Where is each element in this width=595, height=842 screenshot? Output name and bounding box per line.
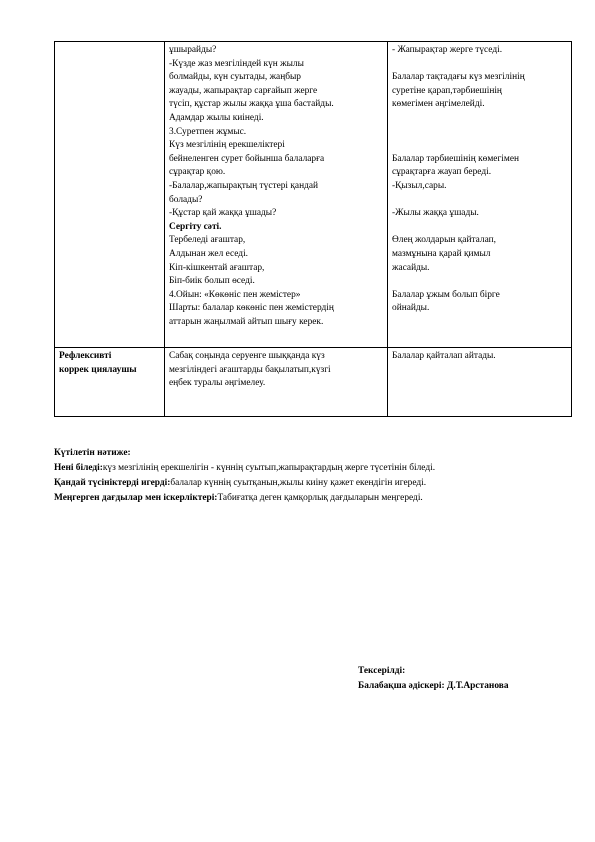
text-line: мазмұнына қарай қимыл (392, 248, 491, 259)
text-line: бейнеленген сурет бойынша балаларға (169, 153, 325, 164)
results-skills (54, 491, 584, 506)
teacher-activity-cell (165, 348, 388, 417)
text-line: -Күзде жаз мезгіліндей күн жылы (169, 58, 304, 69)
text-line: жасайды. (392, 262, 430, 273)
text-line: Сабақ соңында серуенге шыққанда күз (169, 351, 325, 361)
text-line: ойнайды. (392, 303, 430, 314)
results-label: Нені біледі: (54, 463, 103, 473)
spacer (392, 126, 567, 140)
children-activity-cell (388, 42, 572, 348)
teacher-activity-cell (165, 42, 388, 348)
lesson-plan-table (54, 41, 572, 417)
text-line: жауады, жапырақтар сарғайып жерге (169, 85, 318, 96)
section-heading: 4.Ойын: «Көкөніс пен жемістер» (169, 289, 301, 300)
text-line: түсіп, құстар жылы жаққа ұша бастайды. (169, 99, 334, 110)
poem-line: Біп-биік болып өседі. (169, 276, 255, 287)
text-line: сұрақтар қою. (169, 167, 226, 178)
text-line: Өлең жолдарын қайталап, (392, 235, 496, 246)
results-text: балалар күннің суытқанын,жылы киіну қажет екендігін игереді. (170, 478, 427, 488)
section-heading: Сергіту сәті. (169, 221, 222, 232)
results-text: Табиғатқа деген қамқорлық дағдыларын меңгереді. (217, 493, 423, 503)
spacer (392, 112, 567, 126)
text-line: суретіне қарап,тәрбиешінің (392, 85, 502, 96)
text-line: болады? (169, 194, 203, 205)
spacer (392, 139, 567, 153)
text-line: Шарты: балалар көкөніс пен жемістердің (169, 303, 334, 314)
signature-block (358, 664, 509, 694)
methodist-name: Балабақша әдіскері: Д.Т.Арстанова (358, 681, 509, 691)
text-line: еңбек туралы әңгімелеу. (169, 378, 266, 389)
stage-label-cell (55, 348, 165, 417)
text-line: Балалар тақтадағы күз мезгілінің (392, 72, 525, 83)
text-line: -Балалар,жапырақтың түстері қандай (169, 180, 319, 191)
text-line: Күз мезгілінің ерекшеліктері (169, 140, 285, 151)
text-line: аттарын жаңылмай айтып шығу керек. (169, 316, 324, 327)
text-line: мезгіліндегі ағаштарды бақылатып,күзгі (169, 364, 331, 375)
spacer (392, 58, 567, 72)
results-label: Меңгерген дағдылар мен іскерліктері: (54, 493, 218, 503)
text-line: Балалар тәрбиешінің көмегімен (392, 153, 520, 164)
results-heading: Күтілетін нәтиже: (54, 448, 131, 458)
section-heading: 3.Суретпен жұмыс. (169, 126, 247, 137)
text-line: -Құстар қай жаққа ұшады? (169, 208, 277, 219)
text-line: - Жапырақтар жерге түседі. (392, 45, 503, 55)
text-line: болмайды, күн суытады, жаңбыр (169, 72, 301, 83)
spacer (392, 221, 567, 235)
text-line: Балалар қайталап айтады. (392, 351, 496, 361)
text-line: ұшырайды? (169, 45, 217, 55)
results-label: Қандай түсініктерді игерді: (54, 478, 171, 488)
stage-label: коррек циялаушы (59, 364, 137, 375)
results-ideas (54, 476, 584, 491)
table-row-reflexive (55, 348, 572, 417)
stage-cell (55, 42, 165, 348)
results-text: күз мезгілінің ерекшелігін - күннің суытып,жапырақтардың жерге түсетінін біледі. (102, 463, 436, 473)
text-line: Адамдар жылы киінеді. (169, 112, 264, 123)
checked-label: Тексерілді: (358, 666, 406, 676)
stage-label: Рефлексивті (59, 351, 112, 361)
text-line: -Жылы жаққа ұшады. (392, 208, 479, 219)
spacer (392, 275, 567, 289)
table-row-activities (55, 42, 572, 348)
text-line: көмегімен әңгімелейді. (392, 99, 485, 110)
text-line: Балалар ұжым болып бірге (392, 289, 500, 300)
expected-results (54, 446, 584, 506)
poem-line: Кіп-кішкентай ағаштар, (169, 262, 265, 273)
text-line: -Қызыл,сары. (392, 180, 447, 191)
children-activity-cell (388, 348, 572, 417)
results-knows (54, 461, 584, 476)
poem-line: Тербеледі ағаштар, (169, 235, 246, 246)
text-line: сұрақтарға жауап береді. (392, 167, 492, 178)
spacer (392, 194, 567, 208)
poem-line: Алдынан жел еседі. (169, 248, 249, 259)
